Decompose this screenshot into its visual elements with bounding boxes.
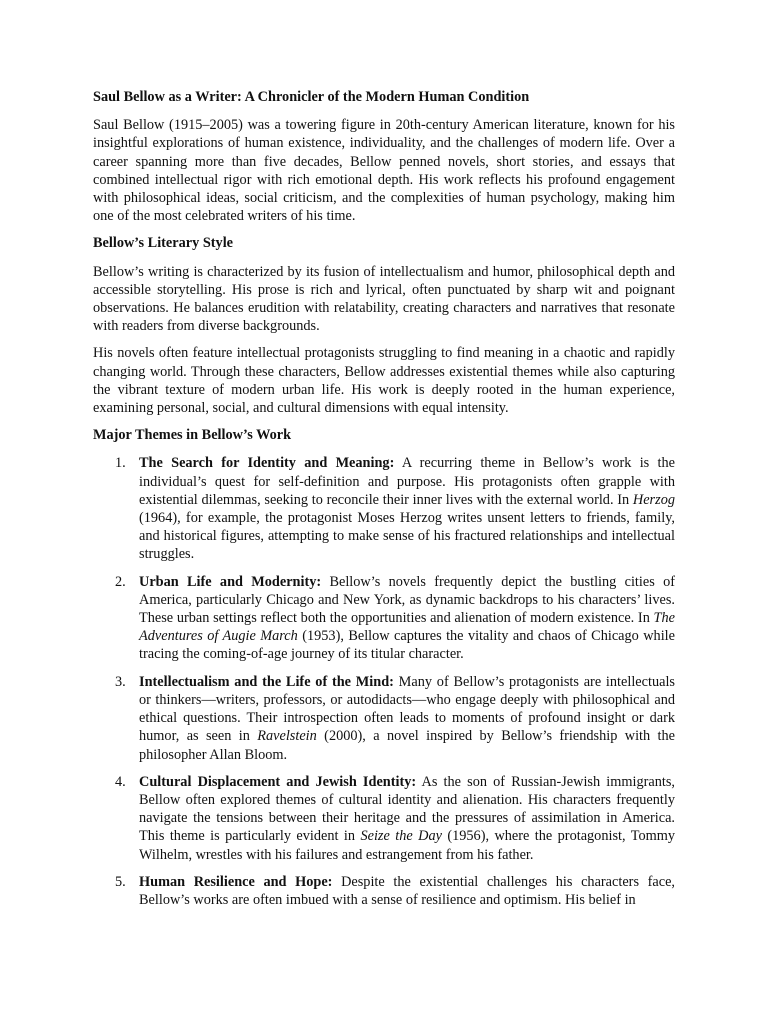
list-item-text: Bellow’s novels frequently depict the bustling cities of America, particularly Chicago and New York, as dynamic backdrops to his characters’ lives. These urban settings reflect both the opportunities and alienation of modern existence. In: [139, 573, 675, 627]
list-item-text: (1964), for example, the protagonist Moses Herzog writes unsent letters to friends, family, and historical figures, attempting to make sense of his fractured relationships and intellectual struggles.: [139, 510, 675, 563]
list-number: 5.: [115, 873, 126, 890]
list-number: 1.: [115, 455, 126, 472]
style-heading: Bellow’s Literary Style: [93, 235, 234, 252]
list-item-title: Intellectualism and the Life of the Mind:: [139, 673, 394, 690]
style-paragraph: Bellow’s writing is characterized by its fusion of intellectualism and humor, philosophical depth and accessible storytelling. His prose is rich and lyrical, often punctuated by sharp wit and poignant observations. He balances erudition with relatability, creating characters and narratives that resonate with readers from diverse backgrounds.: [93, 263, 675, 335]
list-item-text: (1956), where the protagonist, Tommy Wilhelm, wrestles with his failures and estrangement from his father.: [139, 828, 675, 863]
list-item-title: The Search for Identity and Meaning:: [139, 455, 395, 472]
list-item: [93, 673, 675, 764]
themes-heading: Major Themes in Bellow’s Work: [93, 427, 292, 444]
intro-paragraph: Saul Bellow (1915–2005) was a towering figure in 20th-century American literature, known for his insightful explorations of human existence, individuality, and the challenges of modern life. Over a career spanning more than five decades, Bellow penned novels, short stories, and essays that combined intellectual rigor with rich emotional depth. His work reflects his profound engagement with philosophical ideas, social criticism, and the complexities of human psychology, making him one of the most celebrated writers of his time.: [93, 117, 675, 225]
list-item-title: Human Resilience and Hope:: [139, 873, 333, 890]
list-number: 3.: [115, 673, 126, 690]
book-title: The Adventures of Augie March: [139, 610, 675, 645]
list-number: 2.: [115, 573, 126, 590]
list-item: [93, 773, 675, 864]
book-title: Seize the Day: [360, 828, 442, 845]
list-item-text: As the son of Russian-Jewish immigrants, Bellow often explored themes of cultural identity and alienation. His characters frequently navigate the tensions between their heritage and the pressures of assimilation in America. This theme is particularly evident in: [139, 773, 675, 845]
list-item: [93, 573, 675, 664]
document-title: Saul Bellow as a Writer: A Chronicler of the Modern Human Condition: [93, 89, 530, 105]
list-item-text: Many of Bellow’s protagonists are intellectuals or thinkers—writers, professors, or autodidacts—who engage deeply with philosophical and ethical questions. Their introspection often leads to moments of profound insight or dark humor, as seen in: [139, 673, 675, 745]
list-item: [93, 873, 675, 909]
list-item-text: (1953), Bellow captures the vitality and chaos of Chicago while tracing the coming-of-age journey of its titular character.: [139, 628, 675, 663]
list-item: [93, 454, 675, 563]
book-title: Herzog: [632, 491, 675, 508]
list-item-text: A recurring theme in Bellow’s work is the individual’s quest for self-definition and purpose. His protagonists often grapple with existential dilemmas, seeking to reconcile their inner lives with the external world. In: [139, 455, 675, 508]
list-item-text: Despite the existential challenges his characters face, Bellow’s works are often imbued with a sense of resilience and optimism. His belief in: [139, 873, 675, 908]
list-item-title: Cultural Displacement and Jewish Identity:: [139, 773, 417, 790]
themes-list: [93, 454, 675, 909]
book-title: Ravelstein: [257, 728, 317, 745]
list-item-text: (2000), a novel inspired by Bellow’s friendship with the philosopher Allan Bloom.: [139, 728, 675, 763]
list-item-title: Urban Life and Modernity:: [139, 573, 322, 590]
style-paragraph: His novels often feature intellectual protagonists struggling to find meaning in a chaotic and rapidly changing world. Through these characters, Bellow addresses existential themes while also capturing the vibrant texture of modern urban life. His work is deeply rooted in the human experience, examining personal, social, and cultural dimensions with equal intensity.: [93, 345, 675, 417]
list-number: 4.: [115, 773, 126, 790]
